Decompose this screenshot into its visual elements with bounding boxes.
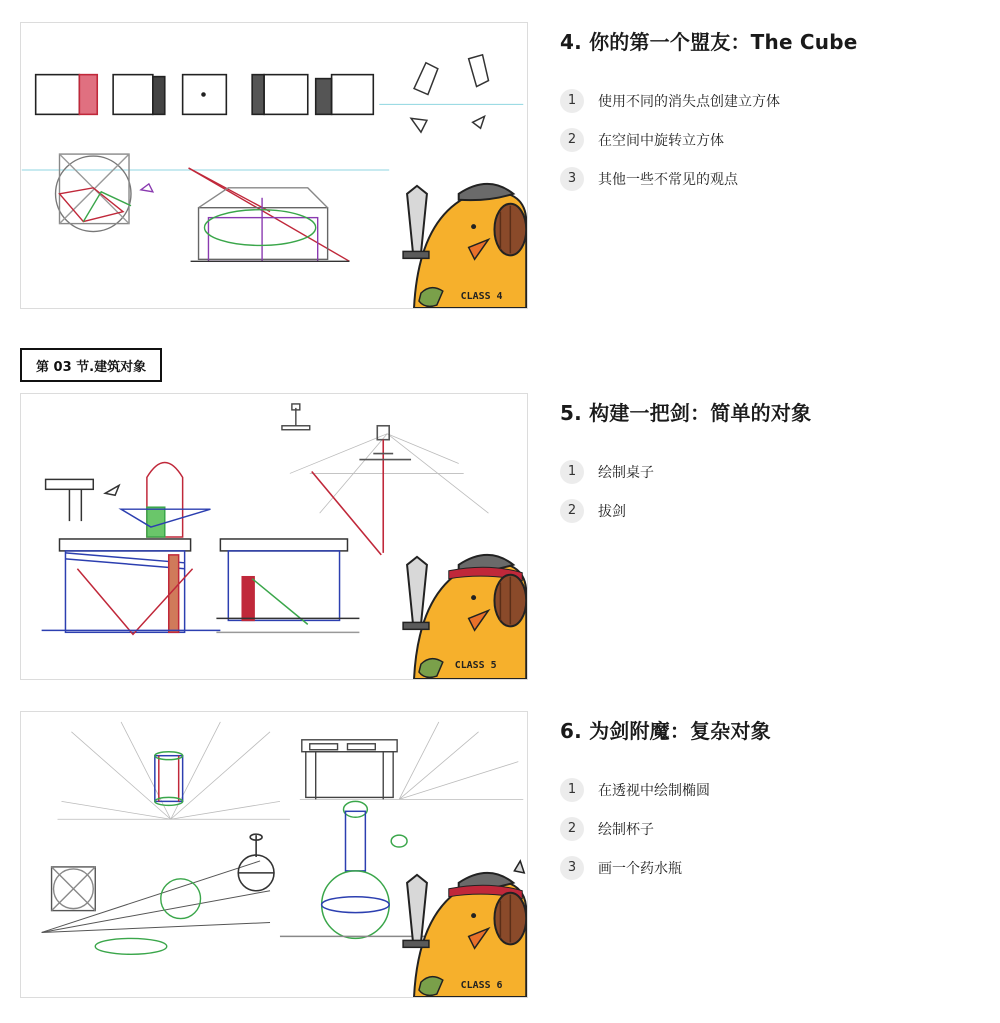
topic-number: 1 xyxy=(560,89,584,113)
topic-item[interactable] xyxy=(560,81,980,120)
lesson-6 xyxy=(560,715,980,887)
lesson-title: 4. 你的第一个盟友：The Cube xyxy=(560,30,858,54)
topic-number: 1 xyxy=(560,778,584,802)
topic-number: 1 xyxy=(560,460,584,484)
topic-text: 绘制桌子 xyxy=(598,464,654,481)
lesson-title: 5. 构建一把剑：简单的对象 xyxy=(560,401,812,425)
topic-text: 拔剑 xyxy=(598,503,626,520)
topic-item[interactable] xyxy=(560,159,980,198)
topic-item[interactable] xyxy=(560,452,980,491)
topic-text: 在空间中旋转立方体 xyxy=(598,132,724,149)
topic-text: 绘制杯子 xyxy=(598,821,654,838)
cube-sketch-illustration xyxy=(21,23,527,308)
sword-table-sketch-illustration xyxy=(21,394,527,679)
topic-text: 其他一些不常见的观点 xyxy=(598,171,738,188)
topic-number: 2 xyxy=(560,499,584,523)
ellipse-potion-sketch-illustration xyxy=(21,712,527,997)
class-badge: CLASS 5 xyxy=(454,660,497,672)
topic-text: 使用不同的消失点创建立方体 xyxy=(598,93,780,110)
topic-number: 2 xyxy=(560,817,584,841)
topic-item[interactable] xyxy=(560,120,980,159)
topic-item[interactable] xyxy=(560,809,980,848)
topic-text: 画一个药水瓶 xyxy=(598,860,682,877)
lesson-6-thumbnail[interactable] xyxy=(20,711,528,998)
lesson-5-thumbnail[interactable] xyxy=(20,393,528,680)
topic-item[interactable] xyxy=(560,770,980,809)
lesson-topic-list xyxy=(560,452,980,530)
topic-number: 3 xyxy=(560,856,584,880)
lesson-5 xyxy=(560,397,980,530)
lesson-4-thumbnail[interactable] xyxy=(20,22,528,309)
lesson-4 xyxy=(560,26,980,198)
lesson-title: 6. 为剑附魔：复杂对象 xyxy=(560,719,771,743)
lesson-topic-list xyxy=(560,81,980,198)
chick-knight-mascot xyxy=(403,184,526,308)
topic-item[interactable] xyxy=(560,848,980,887)
lesson-topic-list xyxy=(560,770,980,887)
topic-item[interactable] xyxy=(560,491,980,530)
topic-number: 3 xyxy=(560,167,584,191)
class-badge: CLASS 4 xyxy=(460,291,503,303)
topic-text: 在透视中绘制椭圆 xyxy=(598,782,710,799)
topic-number: 2 xyxy=(560,128,584,152)
section-header: 第 03 节.建筑对象 xyxy=(20,348,162,382)
class-badge: CLASS 6 xyxy=(460,980,503,992)
